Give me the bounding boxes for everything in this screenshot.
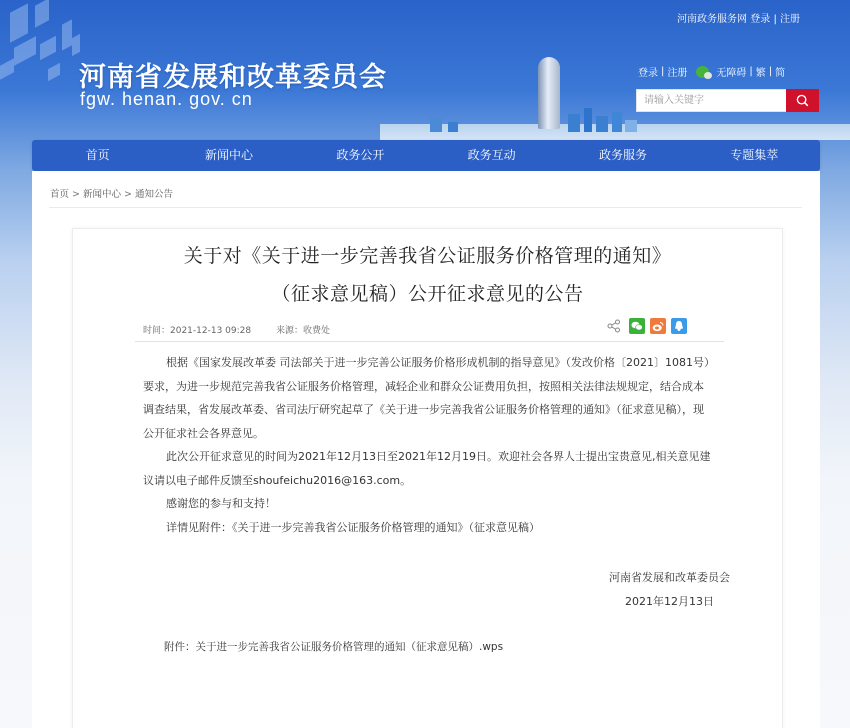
share-bar <box>607 318 687 334</box>
login-link[interactable]: 登录 <box>638 68 658 79</box>
share-qq-button[interactable] <box>671 318 687 334</box>
separator: | <box>773 14 777 25</box>
separator: | <box>749 66 753 77</box>
header-tower-decoration <box>538 57 560 129</box>
breadcrumb-home[interactable]: 首页 <box>50 189 70 200</box>
search-icon <box>796 94 809 107</box>
register-link[interactable]: 注册 <box>667 68 688 79</box>
breadcrumb-notices[interactable]: 通知公告 <box>134 189 173 200</box>
breadcrumb-separator: > <box>72 189 80 200</box>
breadcrumb-separator: > <box>124 189 132 200</box>
share-wechat-button[interactable] <box>629 318 645 334</box>
signature-date: 2021年12月13日 <box>625 595 714 608</box>
top-login-link[interactable]: 登录 <box>750 14 771 25</box>
separator: | <box>768 66 773 77</box>
article-paragraph: 根据《国家发展改革委 司法部关于进一步完善公证服务价格形成机制的指导意见》（发改价格〔2021〕1081号）要求，为进一步规范完善我省公证服务价格管理，减轻企业和群众公证费用负担，按照相关法律法规规定，结合成本调查结果，省发展改革委、省司法厅研究起草了《关于进一步完善我省公证服务价格管理的通知》（征求意见稿），现公开征求社会各界意见。 <box>143 356 710 440</box>
article-body <box>143 351 713 539</box>
divider <box>135 341 724 342</box>
header-skyline-decoration <box>430 100 640 132</box>
share-weibo-button[interactable] <box>650 318 666 334</box>
signature-organization: 河南省发展和改革委员会 <box>609 571 730 584</box>
simplified-chinese-link[interactable]: 简 <box>775 68 786 79</box>
accessibility-link[interactable]: 无障碍 <box>716 68 747 79</box>
breadcrumb <box>50 186 173 200</box>
utility-links <box>638 64 785 79</box>
share-icon[interactable] <box>607 319 621 333</box>
nav-item-government-interaction[interactable]: 政务互动 <box>467 148 516 162</box>
page-container <box>32 171 820 728</box>
breadcrumb-news-center[interactable]: 新闻中心 <box>82 189 121 200</box>
separator: | <box>661 66 665 77</box>
article-paragraph: 详情见附件：《关于进一步完善我省公证服务价格管理的通知》（征求意见稿） <box>166 520 540 534</box>
article-signature <box>609 566 730 614</box>
search-bar <box>636 89 819 112</box>
traditional-chinese-link[interactable]: 繁 <box>755 68 766 79</box>
nav-item-government-affairs-disclosure[interactable]: 政务公开 <box>336 148 385 162</box>
top-register-link[interactable]: 注册 <box>780 14 800 25</box>
divider <box>49 207 802 208</box>
attachment-link[interactable]: 附件：关于进一步完善我省公证服务价格管理的通知（征求意见稿）.wps <box>164 641 504 653</box>
weibo-icon <box>652 321 664 332</box>
qq-icon <box>674 320 684 332</box>
nav-item-home[interactable]: 首页 <box>85 148 110 162</box>
nav-item-special-topics[interactable]: 专题集萃 <box>730 148 779 162</box>
article-title-line-1: 关于对《关于进一步完善我省公证服务价格管理的通知》 <box>183 245 672 267</box>
site-logo-title[interactable]: 河南省发展和改革委员会 <box>79 62 387 93</box>
nav-item-government-services[interactable]: 政务服务 <box>598 148 647 162</box>
article-title-line-2: （征求意见稿）公开征求意见的公告 <box>271 283 584 305</box>
search-button[interactable] <box>786 89 819 112</box>
article-paragraph: 此次公开征求意见的时间为2021年12月13日至2021年12月19日。欢迎社会各界人士提出宝贵意见,相关意见建议请以电子邮件反馈至shoufeichu2016@163.com。 <box>143 450 711 487</box>
article-source: 来源：收费处 <box>275 326 330 336</box>
site-domain: fgw. henan. gov. cn <box>80 89 253 109</box>
nav-item-news-center[interactable]: 新闻中心 <box>204 148 253 162</box>
main-nav <box>32 140 820 171</box>
site-header <box>0 0 850 140</box>
article-paragraph: 感谢您的参与和支持！ <box>166 497 276 510</box>
article-meta <box>143 323 330 336</box>
wechat-icon[interactable] <box>696 66 709 78</box>
search-input[interactable] <box>636 89 786 112</box>
service-net-link[interactable]: 河南政务服务网 <box>677 14 748 25</box>
publish-time: 时间：2021-12-13 09:28 <box>143 326 252 336</box>
article-card <box>72 228 783 728</box>
top-links <box>677 10 800 25</box>
wechat-icon <box>631 321 643 331</box>
